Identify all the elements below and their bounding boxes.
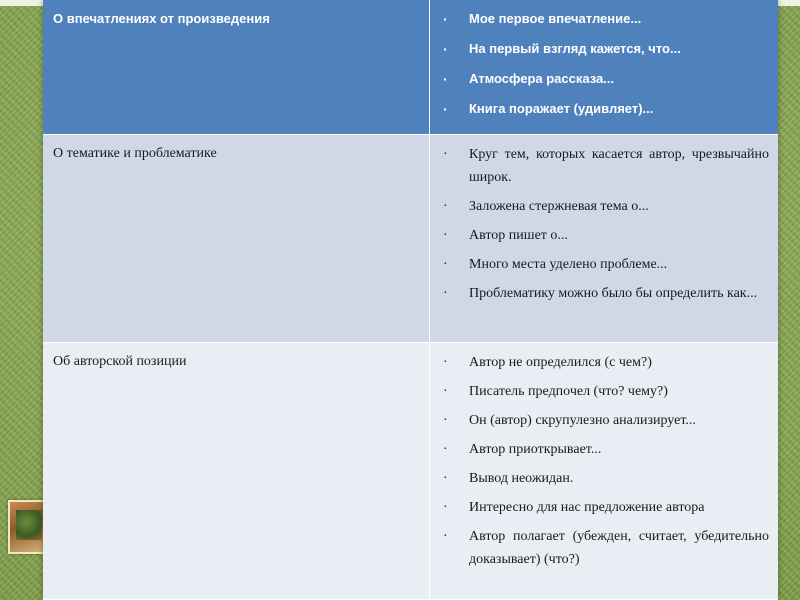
list-item — [439, 438, 769, 461]
bullet-icon: · — [443, 11, 448, 27]
list-item — [439, 282, 769, 305]
bullet-icon: · — [443, 355, 448, 370]
row-heading: О тематике и проблематике — [53, 146, 217, 161]
list-item-text: Книга поражает (удивляет)... — [469, 101, 654, 116]
list-item — [439, 98, 769, 120]
bullet-icon: · — [443, 71, 448, 87]
phrase-list — [439, 351, 769, 577]
row-heading: Об авторской позиции — [53, 354, 187, 369]
phrase-list — [439, 8, 769, 128]
bullet-icon: · — [443, 442, 448, 457]
bullet-icon: · — [443, 101, 448, 117]
list-item-text: Он (автор) скрупулезно анализирует... — [469, 413, 696, 428]
list-item — [439, 409, 769, 432]
bullet-icon: · — [443, 471, 448, 486]
essay-phrases-table — [43, 0, 778, 600]
table-row-themes — [43, 135, 778, 343]
list-item — [439, 143, 769, 189]
list-item — [439, 38, 769, 60]
bullet-icon: · — [443, 199, 448, 214]
list-item — [439, 8, 769, 30]
bullet-icon: · — [443, 529, 448, 544]
list-item-text: Вывод неожидан. — [469, 471, 574, 486]
list-item-text: Проблематику можно было бы определить как... — [469, 286, 758, 301]
column-divider — [429, 0, 430, 134]
list-item-text: Атмосфера рассказа... — [469, 71, 615, 86]
list-item — [439, 496, 769, 519]
list-item-text: Автор не определился (с чем?) — [469, 355, 652, 370]
bullet-icon: · — [443, 228, 448, 243]
list-item-text: Много места уделено проблеме... — [469, 257, 668, 272]
bullet-icon: · — [443, 286, 448, 301]
bullet-icon: · — [443, 500, 448, 515]
table-row-impressions — [43, 0, 778, 135]
list-item-text: На первый взгляд кажется, что... — [469, 41, 681, 56]
list-item — [439, 380, 769, 403]
phrase-list — [439, 143, 769, 311]
bullet-icon: · — [443, 41, 448, 57]
list-item — [439, 68, 769, 90]
column-divider — [429, 343, 430, 599]
list-item — [439, 467, 769, 490]
list-item — [439, 224, 769, 247]
list-item-text: Автор полагает (убежден, считает, убедительно доказывает) (что?) — [469, 529, 769, 567]
bullet-icon: · — [443, 413, 448, 428]
list-item-text: Круг тем, которых касается автор, чрезвычайно широк. — [469, 147, 769, 185]
row-heading: О впечатлениях от произведения — [53, 11, 270, 26]
list-item — [439, 253, 769, 276]
list-item-text: Интересно для нас предложение автора — [469, 500, 705, 515]
list-item — [439, 195, 769, 218]
list-item — [439, 351, 769, 374]
list-item-text: Автор пишет о... — [469, 228, 568, 243]
bullet-icon: · — [443, 257, 448, 272]
list-item-text: Писатель предпочел (что? чему?) — [469, 384, 668, 399]
list-item — [439, 525, 769, 571]
list-item-text: Мое первое впечатление... — [469, 11, 642, 26]
book-illustration — [16, 510, 42, 540]
bullet-icon: · — [443, 147, 448, 162]
list-item-text: Заложена стержневая тема о... — [469, 199, 649, 214]
list-item-text: Автор приоткрывает... — [469, 442, 602, 457]
bullet-icon: · — [443, 384, 448, 399]
table-row-author-position — [43, 343, 778, 600]
column-divider — [429, 135, 430, 342]
